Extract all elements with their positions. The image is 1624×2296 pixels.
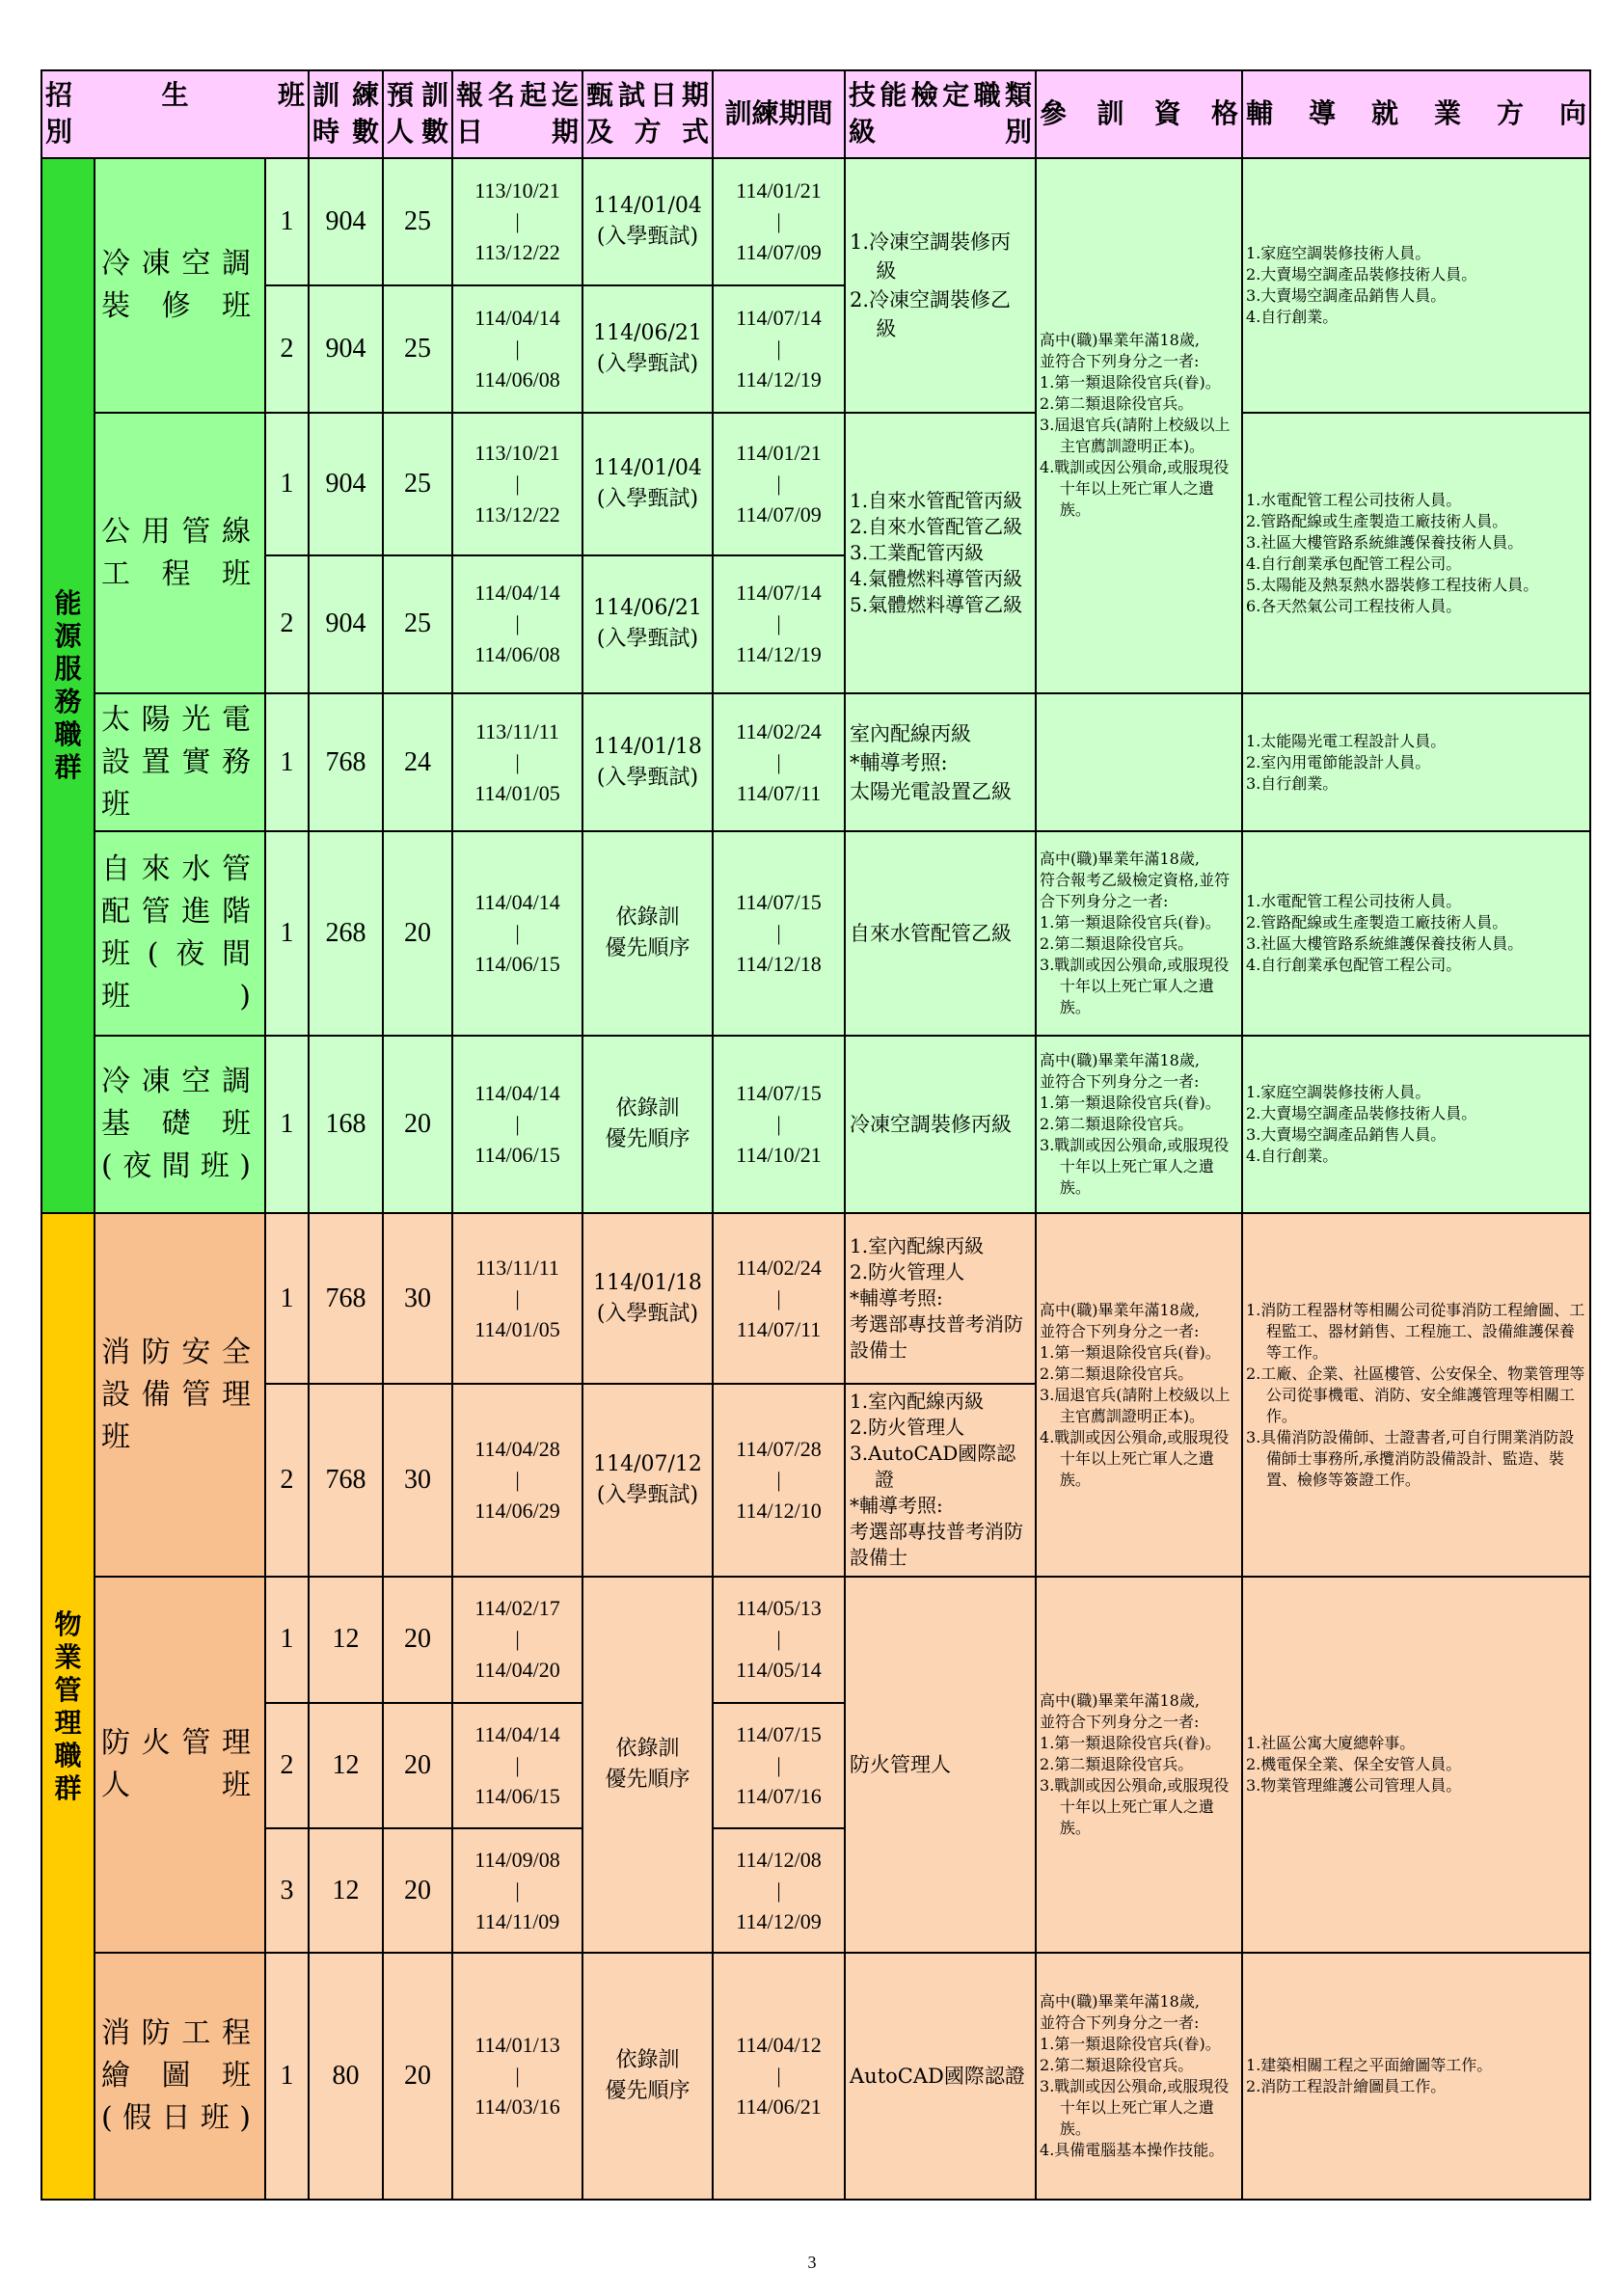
hours: 904	[309, 413, 383, 554]
hours: 904	[309, 285, 383, 413]
skill-levels: 自來水管配管乙級	[845, 831, 1036, 1036]
hours: 12	[309, 1703, 383, 1828]
session-no: 2	[265, 1384, 309, 1577]
hours: 904	[309, 158, 383, 285]
hours: 80	[309, 1953, 383, 2200]
people: 30	[383, 1213, 452, 1384]
skill-levels: 1.室內配線丙級 2.防火管理人 *輔導考照: 考選部專技普考消防設備士	[845, 1213, 1036, 1384]
class-name: 冷凍空調裝修班	[95, 158, 265, 414]
session-no: 2	[265, 285, 309, 413]
training-period: 114/07/15 | 114/10/21	[713, 1036, 845, 1213]
table-row	[41, 1953, 1590, 2200]
people: 20	[383, 1953, 452, 2200]
page-number: 3	[807, 2253, 817, 2272]
header-class: 招 生 班 別	[41, 70, 309, 158]
enroll-dates: 114/04/14 | 114/06/15	[452, 1703, 582, 1828]
session-no: 1	[265, 1577, 309, 1703]
training-period: 114/02/24 | 114/07/11	[713, 1213, 845, 1384]
people: 25	[383, 555, 452, 693]
people: 20	[383, 1036, 452, 1213]
header-direction: 輔 導 就 業 方 向	[1242, 70, 1590, 158]
people: 25	[383, 413, 452, 554]
session-no: 1	[265, 831, 309, 1036]
header-enroll: 報名起迄日 期	[452, 70, 582, 158]
session-no: 1	[265, 1036, 309, 1213]
exam-info: 依錄訓 優先順序	[582, 831, 713, 1036]
hours: 12	[309, 1577, 383, 1703]
people: 25	[383, 285, 452, 413]
training-period: 114/07/14 | 114/12/19	[713, 555, 845, 693]
class-name: 公用管線工程班	[95, 413, 265, 693]
exam-info: 114/06/21 (入學甄試)	[582, 285, 713, 413]
session-no: 1	[265, 1953, 309, 2200]
exam-info: 114/07/12 (入學甄試)	[582, 1384, 713, 1577]
enroll-dates: 114/02/17 | 114/04/20	[452, 1577, 582, 1703]
training-schedule-table	[41, 69, 1591, 2201]
job-direction: 1.水電配管工程公司技術人員。 2.管路配線或生產製造工廠技術人員。 3.社區大樓管路系統維護保養技術人員。 4.自行創業承包配管工程公司。	[1242, 831, 1590, 1036]
skill-levels: 冷凍空調裝修丙級	[845, 1036, 1036, 1213]
session-no: 1	[265, 1213, 309, 1384]
enroll-dates: 113/11/11 | 114/01/05	[452, 693, 582, 831]
qualifications: 高中(職)畢業年滿18歲, 並符合下列身分之一者: 1.第一類退除役官兵(眷)。 2.第二類退除役官兵。 3.戰訓或因公殞命,或服現役十年以上死亡軍人之遺族。 4.具備電腦基本操作技能。	[1036, 1953, 1242, 2200]
exam-info: 依錄訓 優先順序	[582, 1577, 713, 1954]
table-row	[41, 1577, 1590, 1703]
class-name: 自來水管配管進階班(夜間班)	[95, 831, 265, 1036]
enroll-dates: 114/04/14 | 114/06/08	[452, 285, 582, 413]
header-period: 訓練期間	[713, 70, 845, 158]
enroll-dates: 114/04/14 | 114/06/15	[452, 831, 582, 1036]
qualifications: 高中(職)畢業年滿18歲, 並符合下列身分之一者: 1.第一類退除役官兵(眷)。 2.第二類退除役官兵。 3.屆退官兵(請附上校級以上主官薦訓證明正本)。 4.戰訓或因公殞命,或服現役十年以上死亡軍人之遺族。	[1036, 158, 1242, 693]
training-period: 114/12/08 | 114/12/09	[713, 1828, 845, 1953]
enroll-dates: 113/10/21 | 113/12/22	[452, 413, 582, 554]
class-name: 消防工程繪圖班(假日班)	[95, 1953, 265, 2200]
enroll-dates: 113/10/21 | 113/12/22	[452, 158, 582, 285]
training-period: 114/04/12 | 114/06/21	[713, 1953, 845, 2200]
training-period: 114/07/15 | 114/07/16	[713, 1703, 845, 1828]
exam-info: 114/01/04 (入學甄試)	[582, 413, 713, 554]
table-row	[41, 1213, 1590, 1384]
training-period: 114/07/28 | 114/12/10	[713, 1384, 845, 1577]
training-period: 114/01/21 | 114/07/09	[713, 413, 845, 554]
people: 20	[383, 1703, 452, 1828]
hours: 268	[309, 831, 383, 1036]
hours: 904	[309, 555, 383, 693]
people: 20	[383, 1828, 452, 1953]
hours: 768	[309, 1213, 383, 1384]
session-no: 1	[265, 158, 309, 285]
session-no: 2	[265, 555, 309, 693]
job-direction: 1.家庭空調裝修技術人員。 2.大賣場空調產品裝修技術人員。 3.大賣場空調產品銷售人員。 4.自行創業。	[1242, 158, 1590, 414]
qualifications: 高中(職)畢業年滿18歲, 並符合下列身分之一者: 1.第一類退除役官兵(眷)。 2.第二類退除役官兵。 3.戰訓或因公殞命,或服現役十年以上死亡軍人之遺族。	[1036, 1577, 1242, 1954]
exam-info: 114/01/18 (入學甄試)	[582, 693, 713, 831]
people: 25	[383, 158, 452, 285]
table-row	[41, 1036, 1590, 1213]
exam-info: 114/01/04 (入學甄試)	[582, 158, 713, 285]
job-direction: 1.家庭空調裝修技術人員。 2.大賣場空調產品裝修技術人員。 3.大賣場空調產品銷售人員。 4.自行創業。	[1242, 1036, 1590, 1213]
job-direction: 1.消防工程器材等相關公司從事消防工程繪圖、工程監工、器材銷售、工程施工、設備維護保養等工作。 2.工廠、企業、社區樓管、公安保全、物業管理等公司從事機電、消防、安全維護管理等相關工作。 3.具備消防設備師、士證書者,可自行開業消防設備師士事務所,承攬消防設備設計、監造、裝置、檢修等簽證工作。	[1242, 1213, 1590, 1577]
header-skill: 技能檢定職類級別	[845, 70, 1036, 158]
people: 20	[383, 831, 452, 1036]
session-no: 3	[265, 1828, 309, 1953]
table-row	[41, 831, 1590, 1036]
qualifications: 高中(職)畢業年滿18歲, 並符合下列身分之一者: 1.第一類退除役官兵(眷)。 2.第二類退除役官兵。 3.屆退官兵(請附上校級以上主官薦訓證明正本)。 4.戰訓或因公殞命,或服現役十年以上死亡軍人之遺族。	[1036, 1213, 1242, 1577]
training-period: 114/07/15 | 114/12/18	[713, 831, 845, 1036]
group-property: 物業管理職群	[41, 1213, 95, 2200]
group-energy: 能源服務職群	[41, 158, 95, 1213]
training-period: 114/02/24 | 114/07/11	[713, 693, 845, 831]
header-exam: 甄試日期及方式	[582, 70, 713, 158]
class-name: 冷凍空調基礎班(夜間班)	[95, 1036, 265, 1213]
exam-info: 依錄訓 優先順序	[582, 1036, 713, 1213]
class-name: 防火管理人班	[95, 1577, 265, 1954]
training-period: 114/01/21 | 114/07/09	[713, 158, 845, 285]
job-direction: 1.水電配管工程公司技術人員。 2.管路配線或生產製造工廠技術人員。 3.社區大樓管路系統維護保養技術人員。 4.自行創業承包配管工程公司。 5.太陽能及熱泵熱水器裝修工程技術人員。 6.各天然氣公司工程技術人員。	[1242, 413, 1590, 693]
training-period: 114/07/14 | 114/12/19	[713, 285, 845, 413]
job-direction: 1.太能陽光電工程設計人員。 2.室內用電節能設計人員。 3.自行創業。	[1242, 693, 1590, 831]
job-direction: 1.建築相關工程之平面繪圖等工作。 2.消防工程設計繪圖員工作。	[1242, 1953, 1590, 2200]
skill-levels: 1.冷凍空調裝修丙級 2.冷凍空調裝修乙級	[845, 158, 1036, 414]
header-row	[41, 70, 1590, 158]
skill-levels: 1.自來水管配管丙級 2.自來水管配管乙級 3.工業配管丙級 4.氣體燃料導管丙級 5.氣體燃料導管乙級	[845, 413, 1036, 693]
exam-info: 114/01/18 (入學甄試)	[582, 1213, 713, 1384]
table-row	[41, 413, 1590, 554]
enroll-dates: 114/04/14 | 114/06/08	[452, 555, 582, 693]
hours: 168	[309, 1036, 383, 1213]
people: 24	[383, 693, 452, 831]
table-row	[41, 158, 1590, 285]
qualifications: 高中(職)畢業年滿18歲, 符合報考乙級檢定資格,並符合下列身分之一者: 1.第一類退除役官兵(眷)。 2.第二類退除役官兵。 3.戰訓或因公殞命,或服現役十年以上死亡軍人之遺族。	[1036, 831, 1242, 1036]
header-people: 預訓人數	[383, 70, 452, 158]
enroll-dates: 113/11/11 | 114/01/05	[452, 1213, 582, 1384]
enroll-dates: 114/04/28 | 114/06/29	[452, 1384, 582, 1577]
class-name: 消防安全設備管理班	[95, 1213, 265, 1577]
exam-info: 依錄訓 優先順序	[582, 1953, 713, 2200]
enroll-dates: 114/09/08 | 114/11/09	[452, 1828, 582, 1953]
people: 30	[383, 1384, 452, 1577]
class-name: 太陽光電設置實務班	[95, 693, 265, 831]
session-no: 1	[265, 693, 309, 831]
qualifications-empty	[1036, 693, 1242, 831]
exam-info: 114/06/21 (入學甄試)	[582, 555, 713, 693]
people: 20	[383, 1577, 452, 1703]
enroll-dates: 114/04/14 | 114/06/15	[452, 1036, 582, 1213]
enroll-dates: 114/01/13 | 114/03/16	[452, 1953, 582, 2200]
skill-levels: 1.室內配線丙級 2.防火管理人 3.AutoCAD國際認證 *輔導考照: 考選部專技普考消防設備士	[845, 1384, 1036, 1577]
session-no: 2	[265, 1703, 309, 1828]
hours: 768	[309, 693, 383, 831]
header-qual: 參 訓 資 格	[1036, 70, 1242, 158]
header-hours: 訓練時數	[309, 70, 383, 158]
hours: 12	[309, 1828, 383, 1953]
session-no: 1	[265, 413, 309, 554]
qualifications: 高中(職)畢業年滿18歲, 並符合下列身分之一者: 1.第一類退除役官兵(眷)。 2.第二類退除役官兵。 3.戰訓或因公殞命,或服現役十年以上死亡軍人之遺族。	[1036, 1036, 1242, 1213]
skill-levels: 防火管理人	[845, 1577, 1036, 1954]
training-schedule-sheet	[41, 69, 1589, 2201]
hours: 768	[309, 1384, 383, 1577]
training-period: 114/05/13 | 114/05/14	[713, 1577, 845, 1703]
job-direction: 1.社區公寓大廈總幹事。 2.機電保全業、保全安管人員。 3.物業管理維護公司管理人員。	[1242, 1577, 1590, 1954]
skill-levels: 室內配線丙級 *輔導考照: 太陽光電設置乙級	[845, 693, 1036, 831]
skill-levels: AutoCAD國際認證	[845, 1953, 1036, 2200]
table-row	[41, 693, 1590, 831]
